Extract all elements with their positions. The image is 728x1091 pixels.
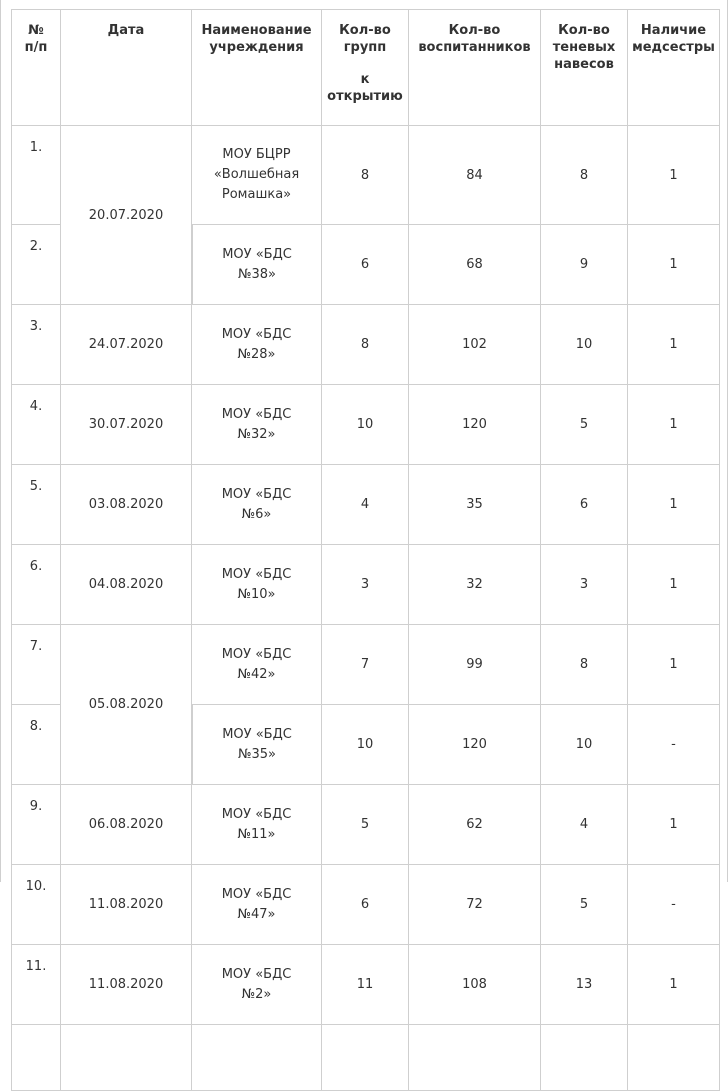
- header-nurse: Наличие медсестры: [628, 9, 720, 126]
- row-institution: МОУ «БДС №47»: [192, 865, 322, 945]
- row-nurse: -: [628, 705, 720, 785]
- row-num: [11, 1025, 61, 1091]
- row-groups: 6: [322, 225, 409, 305]
- header-row: [11, 9, 720, 126]
- row-institution: [192, 1025, 322, 1091]
- row-date: [61, 1025, 192, 1091]
- row-nurse: 1: [628, 385, 720, 465]
- row-shades: 4: [541, 785, 628, 865]
- row-groups: 4: [322, 465, 409, 545]
- table-row: [11, 465, 720, 545]
- header-pupils: Кол-во воспитанников: [409, 9, 541, 126]
- row-date: 06.08.2020: [61, 785, 192, 865]
- table-row: [11, 625, 720, 705]
- row-date: 03.08.2020: [61, 465, 192, 545]
- row-num: 7.: [11, 625, 61, 705]
- row-institution: МОУ «БДС №42»: [192, 625, 322, 705]
- row-date: 20.07.2020: [61, 126, 192, 305]
- row-nurse: 1: [628, 225, 720, 305]
- row-num: 2.: [11, 225, 61, 305]
- row-pupils: [409, 1025, 541, 1091]
- row-shades: 8: [541, 126, 628, 225]
- row-institution: МОУ «БДС №32»: [192, 385, 322, 465]
- row-shades: 3: [541, 545, 628, 625]
- row-groups: 5: [322, 785, 409, 865]
- row-date: 30.07.2020: [61, 385, 192, 465]
- row-date: 11.08.2020: [61, 865, 192, 945]
- row-nurse: 1: [628, 785, 720, 865]
- row-pupils: 120: [409, 385, 541, 465]
- row-pupils: 35: [409, 465, 541, 545]
- row-num: 8.: [11, 705, 61, 785]
- row-num: 1.: [11, 126, 61, 225]
- row-institution: МОУ «БДС №11»: [192, 785, 322, 865]
- table-row: [11, 865, 720, 945]
- row-pupils: 108: [409, 945, 541, 1025]
- row-num: 11.: [11, 945, 61, 1025]
- row-num: 9.: [11, 785, 61, 865]
- row-pupils: 120: [409, 705, 541, 785]
- table-row: [11, 385, 720, 465]
- row-shades: 6: [541, 465, 628, 545]
- row-nurse: 1: [628, 465, 720, 545]
- row-nurse: [628, 1025, 720, 1091]
- row-institution: МОУ «БДС №35»: [192, 705, 322, 785]
- table-row: [11, 785, 720, 865]
- row-nurse: 1: [628, 945, 720, 1025]
- row-groups: 6: [322, 865, 409, 945]
- row-institution: МОУ БЦРР «Волшебная Ромашка»: [192, 126, 322, 225]
- row-shades: 13: [541, 945, 628, 1025]
- row-pupils: 68: [409, 225, 541, 305]
- row-pupils: 102: [409, 305, 541, 385]
- row-institution: МОУ «БДС №38»: [192, 225, 322, 305]
- row-nurse: 1: [628, 625, 720, 705]
- header-date: Дата: [61, 9, 192, 126]
- row-nurse: 1: [628, 545, 720, 625]
- row-groups: [322, 1025, 409, 1091]
- header-num: № п/п: [11, 9, 61, 126]
- table-row: [11, 305, 720, 385]
- row-institution: МОУ «БДС №10»: [192, 545, 322, 625]
- row-date: 05.08.2020: [61, 625, 192, 785]
- row-groups: 11: [322, 945, 409, 1025]
- table-row: [11, 545, 720, 625]
- row-pupils: 72: [409, 865, 541, 945]
- table-row: [11, 126, 720, 225]
- row-num: 3.: [11, 305, 61, 385]
- row-num: 6.: [11, 545, 61, 625]
- row-shades: [541, 1025, 628, 1091]
- row-nurse: -: [628, 865, 720, 945]
- row-shades: 10: [541, 705, 628, 785]
- row-date: 24.07.2020: [61, 305, 192, 385]
- row-institution: МОУ «БДС №28»: [192, 305, 322, 385]
- row-num: 4.: [11, 385, 61, 465]
- row-groups: 8: [322, 126, 409, 225]
- row-shades: 5: [541, 865, 628, 945]
- kindergarten-table: [11, 9, 720, 1091]
- row-groups: 7: [322, 625, 409, 705]
- row-shades: 10: [541, 305, 628, 385]
- row-institution: МОУ «БДС №2»: [192, 945, 322, 1025]
- row-num: 10.: [11, 865, 61, 945]
- row-pupils: 62: [409, 785, 541, 865]
- table-row-partial: [11, 1025, 720, 1091]
- row-num: 5.: [11, 465, 61, 545]
- row-groups: 10: [322, 385, 409, 465]
- row-nurse: 1: [628, 126, 720, 225]
- row-date: 04.08.2020: [61, 545, 192, 625]
- row-groups: 10: [322, 705, 409, 785]
- row-groups: 8: [322, 305, 409, 385]
- row-nurse: 1: [628, 305, 720, 385]
- header-institution: Наименование учреждения: [192, 9, 322, 126]
- row-date: 11.08.2020: [61, 945, 192, 1025]
- row-groups: 3: [322, 545, 409, 625]
- row-pupils: 84: [409, 126, 541, 225]
- table-row: [11, 945, 720, 1025]
- header-groups: Кол-во групп к открытию: [322, 9, 409, 126]
- row-pupils: 32: [409, 545, 541, 625]
- row-shades: 5: [541, 385, 628, 465]
- row-institution: МОУ «БДС №6»: [192, 465, 322, 545]
- header-shades: Кол-во теневых навесов: [541, 9, 628, 126]
- row-shades: 8: [541, 625, 628, 705]
- row-shades: 9: [541, 225, 628, 305]
- row-pupils: 99: [409, 625, 541, 705]
